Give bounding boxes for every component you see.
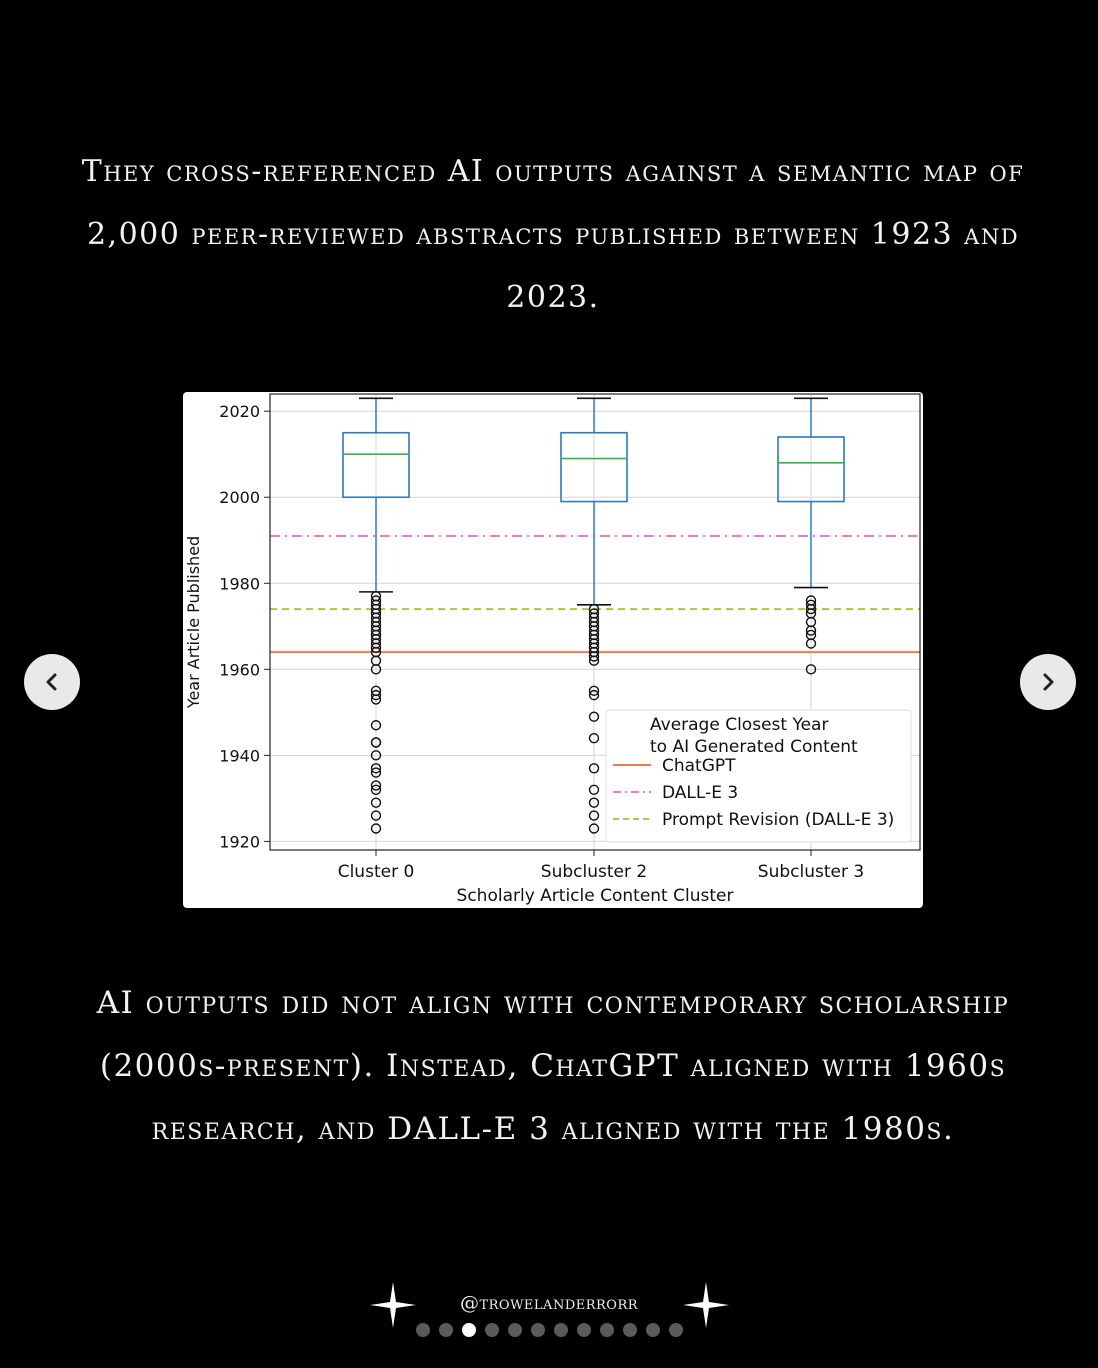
chart-svg bbox=[183, 392, 923, 908]
headline-top: They cross-referenced AI outputs against a semantic map of 2,000 peer-reviewed abstracts published between 1923 and 2023. bbox=[81, 154, 1025, 315]
carousel-dot[interactable] bbox=[416, 1323, 430, 1337]
carousel-dot[interactable] bbox=[462, 1323, 476, 1337]
carousel-dot[interactable] bbox=[485, 1323, 499, 1337]
carousel-dot[interactable] bbox=[439, 1323, 453, 1337]
y-tick-label: 1960 bbox=[219, 660, 260, 680]
chevron-left-icon bbox=[41, 671, 63, 693]
x-tick-label: Cluster 0 bbox=[337, 862, 415, 882]
legend-entry-label: DALL-E 3 bbox=[662, 783, 739, 803]
carousel-dot[interactable] bbox=[577, 1323, 591, 1337]
carousel-dot[interactable] bbox=[508, 1323, 522, 1337]
headline-bottom: AI outputs did not align with contemporary scholarship (2000s-present). Instead, ChatGPT aligned with 1960s research, and DALL-E 3 aligned with the 1980s. bbox=[96, 985, 1010, 1147]
carousel-dot[interactable] bbox=[646, 1323, 660, 1337]
carousel-dot[interactable] bbox=[623, 1323, 637, 1337]
y-tick-label: 1940 bbox=[219, 746, 260, 766]
carousel-dot[interactable] bbox=[531, 1323, 545, 1337]
previous-slide-button[interactable] bbox=[24, 654, 80, 710]
x-axis-label: Scholarly Article Content Cluster bbox=[456, 886, 734, 906]
chart-legend bbox=[606, 710, 911, 842]
y-tick-label: 1980 bbox=[219, 574, 260, 594]
next-slide-button[interactable] bbox=[1020, 654, 1076, 710]
x-tick-label: Subcluster 3 bbox=[757, 862, 865, 882]
legend-entry-label: ChatGPT bbox=[662, 756, 736, 776]
boxplot-chart bbox=[183, 392, 923, 908]
chevron-right-icon bbox=[1037, 671, 1059, 693]
account-handle[interactable]: @trowelanderrorr bbox=[459, 1292, 639, 1314]
x-tick-label: Subcluster 2 bbox=[540, 862, 648, 882]
legend-title-line1: Average Closest Year bbox=[650, 715, 829, 735]
carousel-dot[interactable] bbox=[669, 1323, 683, 1337]
y-tick-label: 1920 bbox=[219, 832, 260, 852]
y-axis-label: Year Article Published bbox=[184, 535, 203, 709]
carousel-pagination bbox=[0, 1323, 1098, 1337]
y-tick-label: 2020 bbox=[219, 402, 260, 422]
legend-title-line2: to AI Generated Content bbox=[650, 737, 858, 757]
carousel-dot[interactable] bbox=[600, 1323, 614, 1337]
y-tick-label: 2000 bbox=[219, 488, 260, 508]
carousel-dot[interactable] bbox=[554, 1323, 568, 1337]
legend-entry-label: Prompt Revision (DALL-E 3) bbox=[662, 810, 895, 830]
